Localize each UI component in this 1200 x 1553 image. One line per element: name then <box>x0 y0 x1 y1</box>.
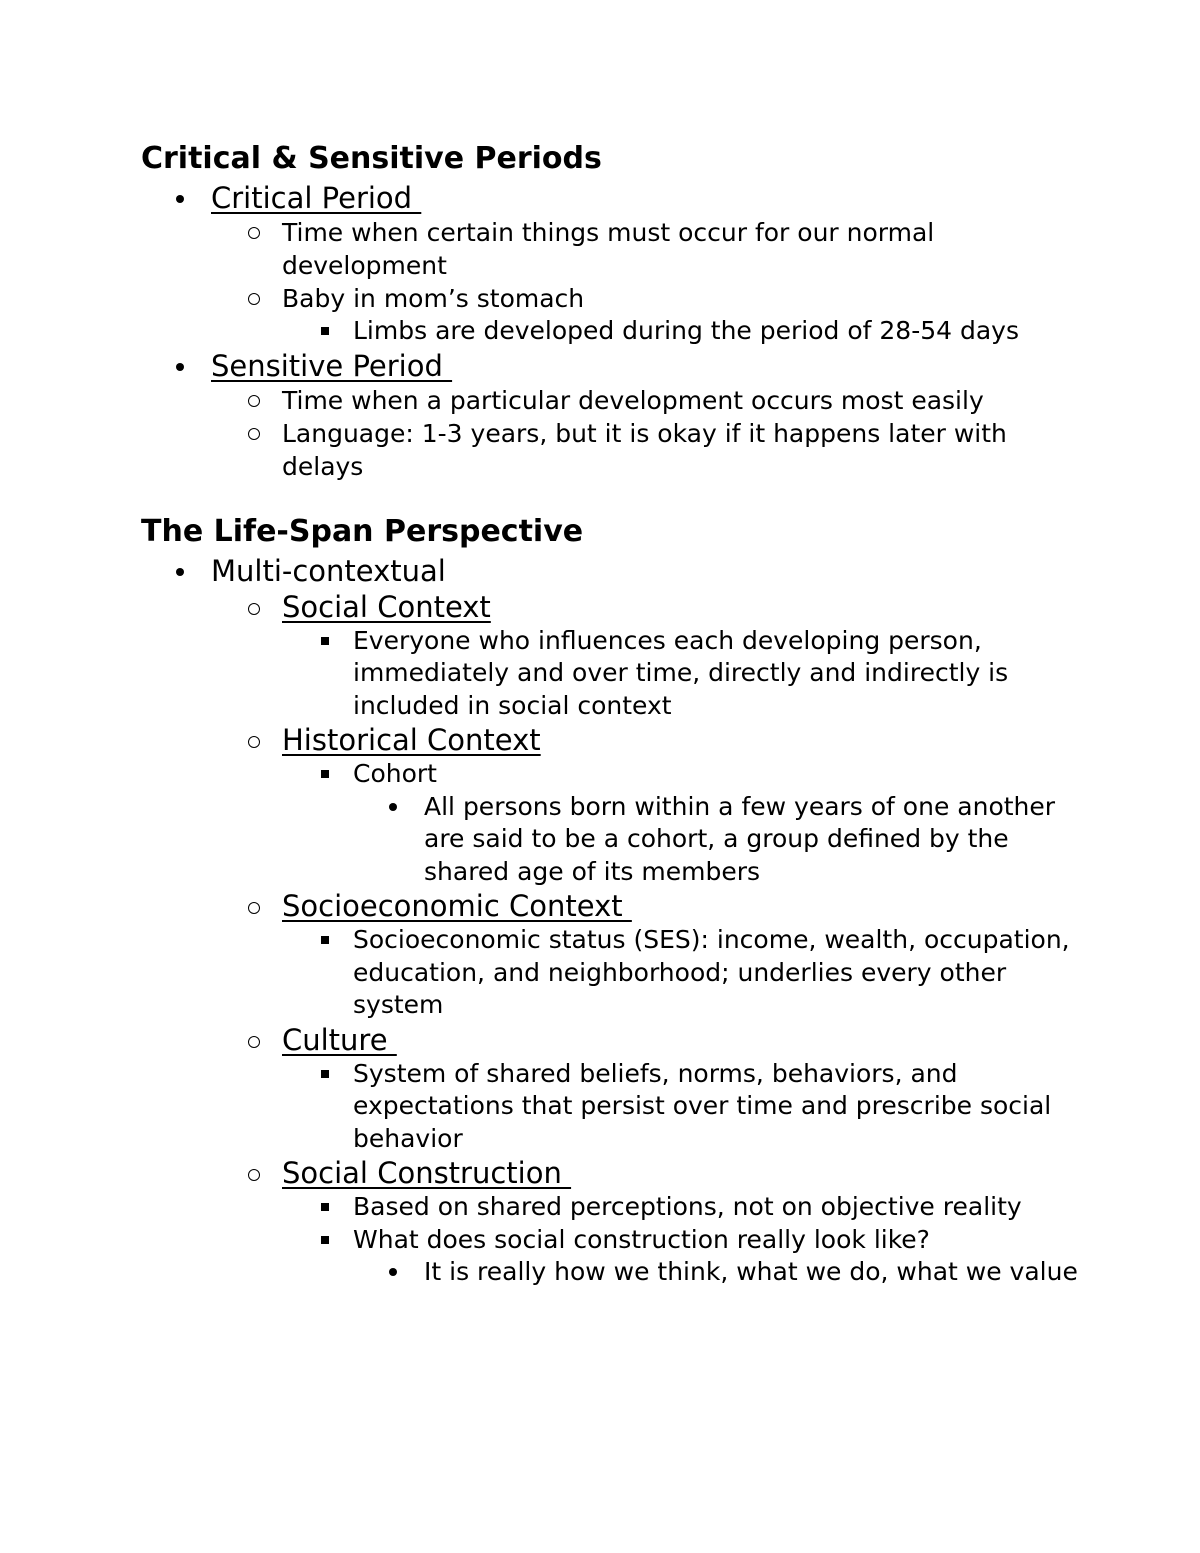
bullet-square-icon <box>321 1236 329 1244</box>
bullet-dot-icon <box>176 568 184 576</box>
bullet-square-icon <box>321 770 329 778</box>
item-text: Socioeconomic status (SES): income, wealth, occupation, education, and neighborhood; underlies every other system <box>353 925 1070 1019</box>
item-text: Everyone who influences each developing person, immediately and over time, directly and indirectly is included in social context <box>353 625 1009 720</box>
item-text: System of shared beliefs, norms, behaviors, and expectations that persist over time and prescribe social behavior <box>353 1058 1052 1153</box>
item-text: Limbs are developed during the period of 28-54 days <box>353 316 1019 345</box>
bullet-dot-icon <box>176 363 184 371</box>
bullet-circle-icon <box>248 1036 260 1048</box>
list-item-historical-context <box>211 722 1081 888</box>
section-2-list <box>141 553 1081 1289</box>
socioeconomic-context-label: Socioeconomic Context <box>282 889 632 923</box>
bullet-circle-icon <box>248 902 260 914</box>
item-text: All persons born within a few years of one another are said to be a cohort, a group defined by the shared age of its members <box>424 791 1056 886</box>
list-item <box>282 1191 1081 1224</box>
list-item-multi-contextual <box>141 553 1081 1289</box>
bullet-square-icon <box>321 637 329 645</box>
document-page <box>141 138 1081 1289</box>
list-item <box>282 1224 1081 1289</box>
section-heading-life-span-perspective: The Life-Span Perspective <box>141 513 584 549</box>
list-item-social-construction <box>211 1155 1081 1289</box>
social-construction-label: Social Construction <box>282 1156 572 1190</box>
item-text: Cohort <box>353 759 437 788</box>
culture-label: Culture <box>282 1022 397 1057</box>
list-item <box>211 417 1081 483</box>
list-item-critical-period <box>141 180 1081 348</box>
critical-period-label: Critical Period <box>211 181 422 215</box>
bullet-circle-icon <box>248 603 260 615</box>
list-item-culture <box>211 1022 1081 1156</box>
list-item-sensitive-period <box>141 348 1081 483</box>
bullet-dot-icon <box>176 195 184 203</box>
sensitive-period-label: Sensitive Period <box>211 348 453 383</box>
list-item <box>353 1256 1081 1289</box>
bullet-circle-icon <box>248 395 260 407</box>
item-text: Time when a particular development occurs most easily <box>282 385 984 415</box>
list-item <box>353 791 1081 889</box>
item-text: It is really how we think, what we do, what we value <box>424 1257 1078 1286</box>
bullet-square-icon <box>321 936 329 944</box>
bullet-circle-icon <box>248 227 260 239</box>
bullet-circle-icon <box>248 293 260 305</box>
section-heading-critical-sensitive-periods: Critical & Sensitive Periods <box>141 141 602 176</box>
bullet-circle-icon <box>248 428 260 440</box>
multi-contextual-label: Multi-contextual <box>211 553 446 588</box>
item-text: Based on shared perceptions, not on objective reality <box>353 1192 1022 1221</box>
list-item <box>282 315 1081 348</box>
bullet-square-icon <box>321 1070 329 1078</box>
bullet-dot-icon <box>389 1268 397 1276</box>
historical-context-label: Historical Context <box>282 723 541 757</box>
section-1-list <box>141 180 1081 483</box>
list-item-social-context <box>211 589 1081 723</box>
list-item <box>211 216 1081 282</box>
list-item <box>282 924 1081 1022</box>
item-text: What does social construction really look like? <box>353 1224 930 1254</box>
list-item <box>211 282 1081 348</box>
item-text: Language: 1-3 years, but it is okay if it happens later with delays <box>282 418 1007 481</box>
list-item <box>282 1058 1081 1156</box>
bullet-square-icon <box>321 1203 329 1211</box>
list-item <box>282 625 1081 723</box>
item-text: Time when certain things must occur for our normal development <box>282 218 935 280</box>
bullet-circle-icon <box>248 1169 260 1181</box>
list-item-socioeconomic-context <box>211 888 1081 1022</box>
list-item <box>211 384 1081 417</box>
bullet-circle-icon <box>248 736 260 748</box>
bullet-dot-icon <box>389 803 397 811</box>
list-item <box>282 758 1081 888</box>
item-text: Baby in mom’s stomach <box>282 284 585 313</box>
bullet-square-icon <box>321 327 329 335</box>
social-context-label: Social Context <box>282 589 491 624</box>
